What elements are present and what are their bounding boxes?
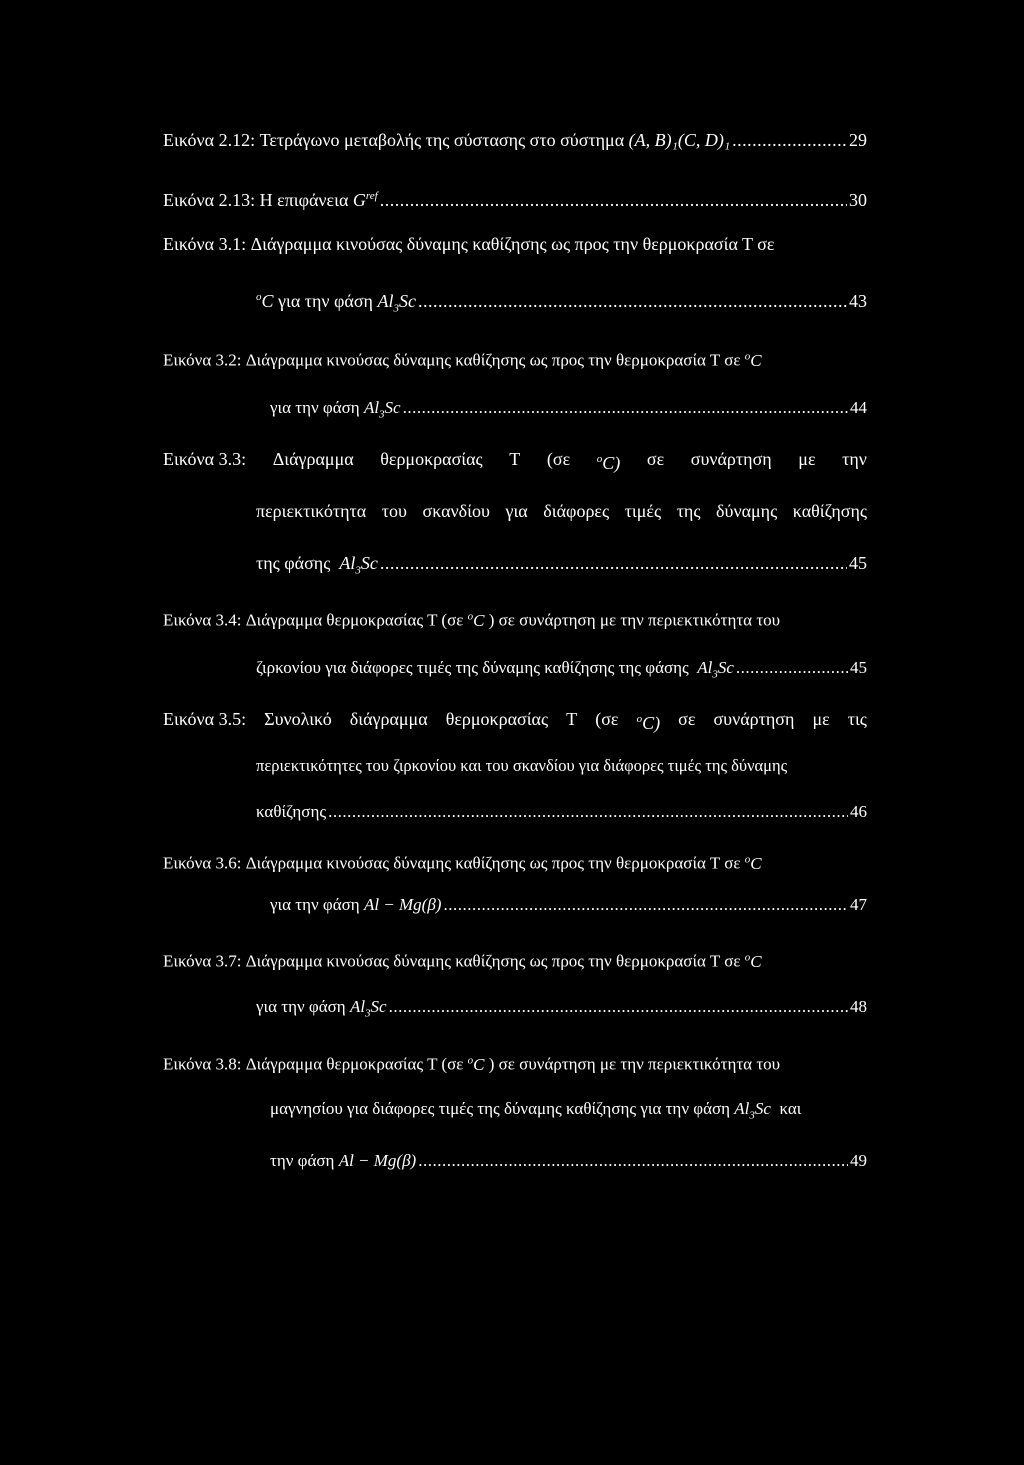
figure-entry-3-8-line-2[interactable]: μαγνησίου για διάφορες τιμές της δύναμης καθίζησης για την φάση $Al_3Sc$ και xyxy=(270,1099,802,1122)
formula: $G^{ref}$ xyxy=(352,190,378,210)
figure-entry-3-8-line-3[interactable] xyxy=(270,1149,867,1173)
figure-caption: για την φάση xyxy=(270,895,360,914)
figure-entry-3-6-line-1[interactable] xyxy=(163,847,867,876)
figure-entry-3-5-line-3[interactable] xyxy=(256,800,867,824)
figure-entry-3-3-line-3[interactable] xyxy=(256,551,867,583)
figure-label: Εικόνα 3.8: xyxy=(163,1054,242,1074)
figure-entry-3-1-line-2[interactable] xyxy=(256,285,867,321)
figure-label: Εικόνα 3.2: xyxy=(163,350,242,370)
figure-caption: μαγνησίου για διάφορες τιμές της δύναμης καθίζησης για την φάση xyxy=(270,1099,731,1118)
formula: Al − Mg(β) xyxy=(363,895,442,914)
figure-entry-3-5-line-2[interactable] xyxy=(256,754,867,778)
figure-label: Εικόνα 3.3: xyxy=(163,449,247,469)
figure-caption: ζιρκονίου για διάφορες τιμές της δύναμης καθίζησης της φάσης xyxy=(256,658,689,677)
formula: $Al_3Sc$ xyxy=(697,658,734,681)
figure-entry-3-3-line-1[interactable]: Εικόνα 3.3: Διάγραμμα θερμοκρασίας Τ (σε $^o$C) σε συνάρτηση με την xyxy=(163,449,867,473)
figure-caption: Διάγραμμα κινούσας δύναμης καθίζησης ως προς την θερμοκρασία Τ σε xyxy=(250,234,775,254)
dot-leader xyxy=(403,396,848,420)
unit: $^o$C xyxy=(744,951,762,971)
page-number: 29 xyxy=(849,130,867,150)
figure-entry-3-3-line-2[interactable]: περιεκτικότητα του σκανδίου για διάφορες τιμές της δύναμης καθίζησης xyxy=(256,501,867,521)
unit: $^o$C) xyxy=(596,453,621,473)
dot-leader xyxy=(380,551,847,575)
figure-caption: της φάσης xyxy=(256,553,331,573)
unit: $^o$C xyxy=(744,350,762,370)
figure-caption: Η επιφάνεια xyxy=(259,190,349,210)
figure-caption: καθίζησης xyxy=(256,802,327,821)
figure-caption: Διάγραμμα κινούσας δύναμης καθίζησης ως προς την θερμοκρασία Τ σε xyxy=(245,853,741,873)
figure-entry-3-6-line-2[interactable] xyxy=(270,893,867,917)
page-number: 44 xyxy=(850,398,867,417)
unit: $^o$C xyxy=(467,1054,485,1074)
figure-caption: Διάγραμμα θερμοκρασίας Τ (σε xyxy=(245,610,464,630)
dot-leader xyxy=(443,893,848,917)
figure-label: Εικόνα 3.5: xyxy=(163,709,247,729)
page-number: 30 xyxy=(849,190,867,210)
page-number: 46 xyxy=(850,802,867,821)
figure-label: Εικόνα 3.1: xyxy=(163,234,247,254)
figure-label: Εικόνα 3.6: xyxy=(163,853,242,873)
dot-leader xyxy=(732,128,847,152)
figure-caption: Διάγραμμα θερμοκρασίας Τ (σε xyxy=(245,1054,464,1074)
formula: $Al_3Sc$ xyxy=(377,291,416,315)
formula: $Al_3Sc$ xyxy=(349,997,387,1020)
page-number: 45 xyxy=(850,658,867,677)
page-number: 43 xyxy=(849,291,867,311)
figure-entry-2-13[interactable] xyxy=(163,184,867,212)
dot-leader xyxy=(389,995,848,1019)
formula: Al − Mg(β) xyxy=(338,1151,417,1170)
formula: $Al_3Sc$ xyxy=(363,398,401,421)
formula: $Al_3Sc$ xyxy=(734,1099,771,1122)
figure-entry-3-2-line-2[interactable] xyxy=(270,396,867,426)
dot-leader xyxy=(418,289,847,313)
figure-label: Εικόνα 2.13: xyxy=(163,190,256,210)
figure-entry-3-8-line-1[interactable]: Εικόνα 3.8: Διάγραμμα θερμοκρασίας Τ (σε $^o$C ) σε συνάρτηση με την περιεκτικότητα του xyxy=(163,1054,781,1074)
formula: $Al_3Sc$ xyxy=(339,553,378,577)
figure-caption: για την φάση xyxy=(278,291,373,311)
figure-entry-3-7-line-1[interactable] xyxy=(163,945,867,974)
figure-caption: για την φάση xyxy=(270,398,360,417)
figure-label: Εικόνα 3.4: xyxy=(163,610,242,630)
figure-caption: Διάγραμμα κινούσας δύναμης καθίζησης ως προς την θερμοκρασία Τ σε xyxy=(245,350,741,370)
figure-caption: την φάση xyxy=(270,1151,335,1170)
figure-caption: για την φάση xyxy=(256,997,346,1016)
page-number: 49 xyxy=(850,1151,867,1170)
unit: $^o$C xyxy=(256,291,274,311)
unit: $^o$C xyxy=(744,853,762,873)
dot-leader xyxy=(736,656,848,680)
page-number: 45 xyxy=(849,553,867,573)
figure-entry-3-5-line-1[interactable]: Εικόνα 3.5: Συνολικό διάγραμμα θερμοκρασίας Τ (σε $^o$C) σε συνάρτηση με τις xyxy=(163,709,867,733)
figure-entry-3-7-line-2[interactable] xyxy=(256,995,867,1025)
figure-entry-3-4-line-1[interactable]: Εικόνα 3.4: Διάγραμμα θερμοκρασίας Τ (σε $^o$C ) σε συνάρτηση με την περιεκτικότητα του xyxy=(163,610,781,630)
unit: $^o$C xyxy=(467,610,485,630)
figure-entry-2-12[interactable] xyxy=(163,128,867,152)
dot-leader xyxy=(328,800,848,824)
figure-entry-3-2-line-1[interactable] xyxy=(163,344,867,373)
page-number: 47 xyxy=(850,895,867,914)
figure-label: Εικόνα 2.12: xyxy=(163,130,256,150)
unit: $^o$C) xyxy=(636,713,661,733)
formula: (A, B)₁(C, D)₁ xyxy=(628,130,731,150)
figure-caption: Διάγραμμα κινούσας δύναμης καθίζησης ως προς την θερμοκρασία Τ σε xyxy=(245,951,741,971)
figure-entry-3-4-line-2[interactable] xyxy=(256,656,867,686)
dot-leader xyxy=(418,1149,848,1173)
dot-leader xyxy=(380,188,847,212)
page-number: 48 xyxy=(850,997,867,1016)
figure-entry-3-1-line-1[interactable] xyxy=(163,232,867,256)
figure-caption: περιεκτικότητες του ζιρκονίου και του σκανδίου για διάφορες τιμές της δύναμης xyxy=(256,756,788,775)
figure-label: Εικόνα 3.7: xyxy=(163,951,242,971)
figure-caption: Τετράγωνο μεταβολής της σύστασης στο σύστημα xyxy=(259,130,625,150)
